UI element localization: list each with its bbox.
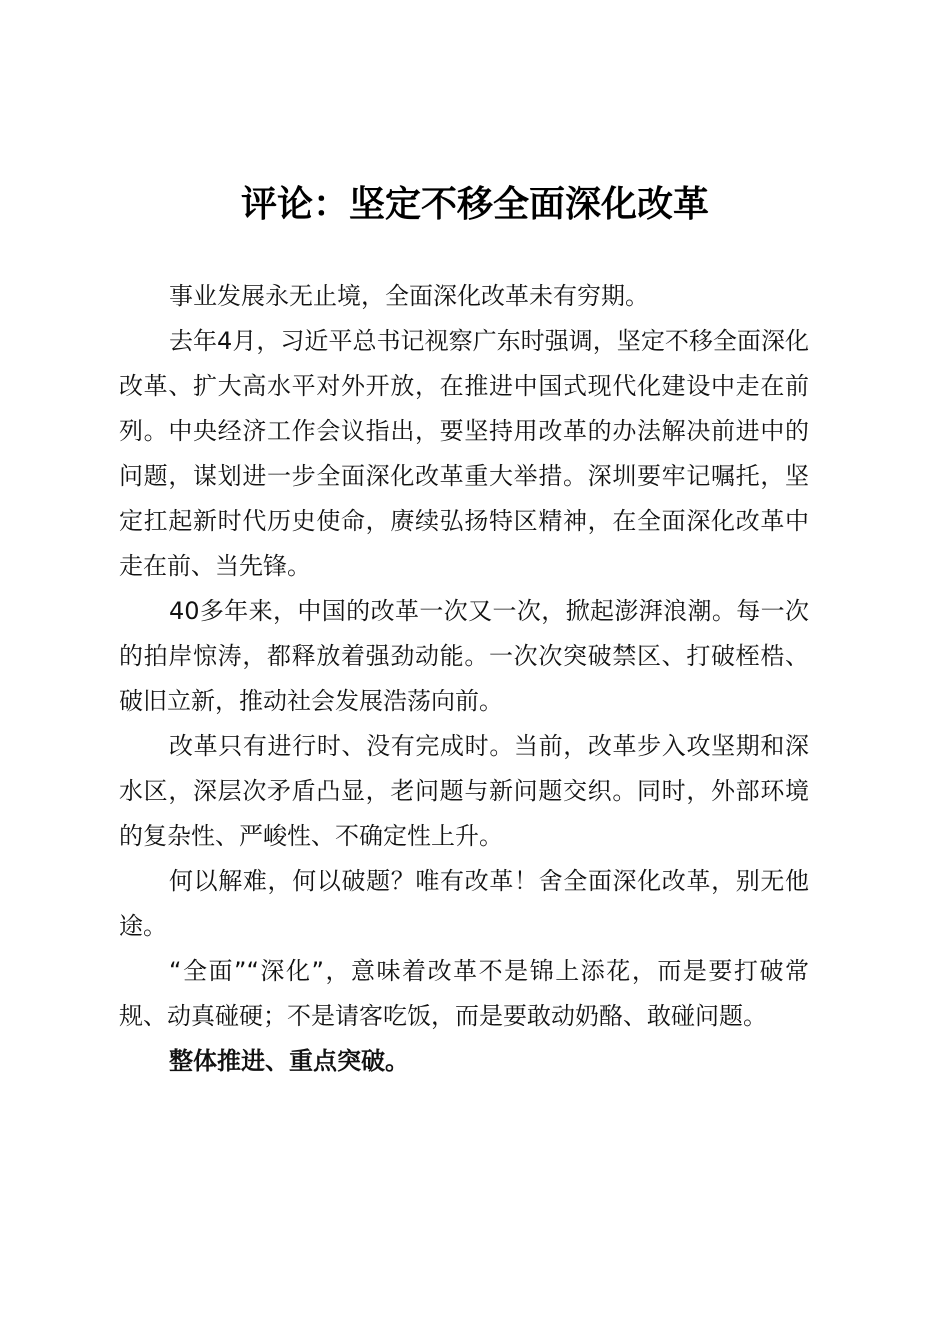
paragraph-2: 去年4月，习近平总书记视察广东时强调，坚定不移全面深化改革、扩大高水平对外开放，在推进中国式现代化建设中走在前列。中央经济工作会议指出，要坚持用改革的办法解决前进中的问题，谋划进一步全面深化改革重大举措。深圳要牢记嘱托，坚定扛起新时代历史使命，赓续弘扬特区精神，在全面深化改革中走在前、当先锋。 [119,327,809,580]
paragraph-7-heading: 整体推进、重点突破。 [169,1047,409,1075]
paragraph-4: 改革只有进行时、没有完成时。当前，改革步入攻坚期和深水区，深层次矛盾凸显，老问题与新问题交织。同时，外部环境的复杂性、严峻性、不确定性上升。 [119,732,809,850]
paragraph-6: “全面”“深化”，意味着改革不是锦上添花，而是要打破常规、动真碰硬；不是请客吃饭，而是要敢动奶酪、敢碰问题。 [119,957,809,1030]
paragraph-3: 40多年来，中国的改革一次又一次，掀起澎湃浪潮。每一次的拍岸惊涛，都释放着强劲动能。一次次突破禁区、打破桎梏、破旧立新，推动社会发展浩荡向前。 [119,597,809,715]
document-title: 评论：坚定不移全面深化改革 [240,183,709,225]
document-body [119,274,809,1084]
paragraph-1: 事业发展永无止境，全面深化改革未有穷期。 [169,282,649,310]
paragraph-5: 何以解难，何以破题？唯有改革！舍全面深化改革，别无他途。 [119,867,809,940]
